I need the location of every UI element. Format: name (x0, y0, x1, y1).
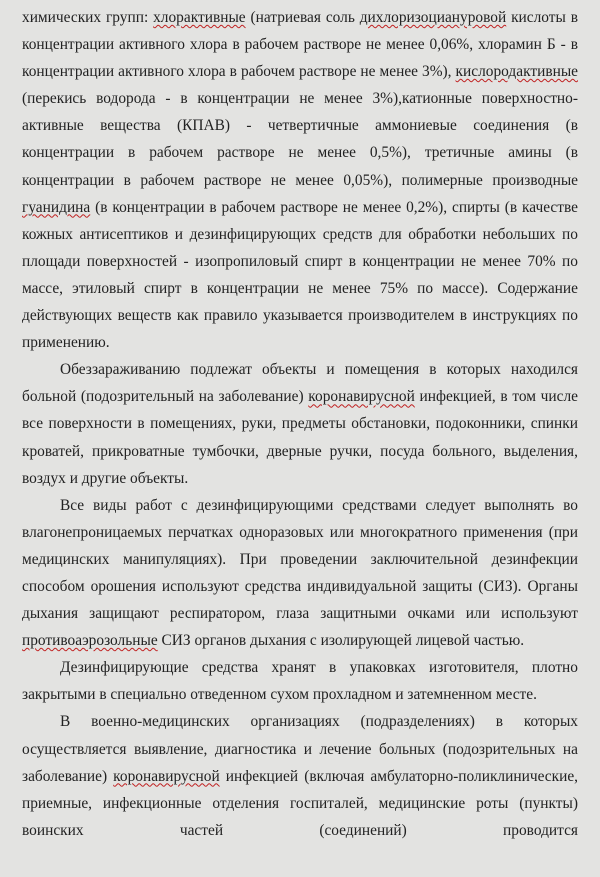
text-run: (перекись водорода - в концентрации не менее 3%),катионные поверхностно-активные вещества (КПАВ) - четвертичные аммониевые соединения (в концентрации в рабочем растворе не менее 0,5%), третичные амины (в концентрации в рабочем растворе не менее 0,05%), полимерные производные (22, 90, 578, 189)
paragraph-military-medical (22, 708, 578, 843)
text-run: Все виды работ с дезинфицирующими средствами следует выполнять во влагонепроницаемых перчатках одноразовых или многократного применения (при медицинских манипуляциях). При проведении заключительной дезинфекции способом орошения используют средства индивидуальной защиты (СИЗ). Органы дыхания защищают респиратором, глаза защитными очками или используют (22, 496, 578, 623)
text-run: (в концентрации в рабочем растворе не менее 0,2%), спирты (в качестве кожных антисептиков и дезинфицирующих средств для обработки небольших по площади поверхностей - изопропиловый спирт в концентрации не менее 70% по массе, этиловый спирт в концентрации не менее 75% по массе). Содержание действующих веществ как правило указывается производителем в инструкциях по применению. (22, 198, 578, 352)
spellcheck-word: коронавирусной (113, 767, 220, 785)
paragraph-storage (22, 654, 578, 708)
spellcheck-word: хлорактивные (153, 9, 246, 26)
spellcheck-word: противоаэрозольные (22, 632, 158, 650)
text-run: Дезинфицирующие средства хранят в упаковках изготовителя, плотно закрытыми в специально отведенном сухом прохладном и затемненном месте. (22, 659, 578, 704)
spellcheck-word: коронавирусной (308, 388, 415, 406)
paragraph-disinfectant-groups (22, 4, 578, 356)
paragraph-protective-equipment (22, 492, 578, 655)
text-run: инфекцией (включая амбулаторно-поликлинические, приемные, инфекционные отделения госпиталей, медицинские роты (пункты) воинских частей (соединений) проводится (22, 767, 579, 839)
text-run: инфекцией, в том числе все поверхности в помещениях, руки, предметы обстановки, подоконники, спинки кроватей, прикроватные тумбочки, дверные ручки, посуда больного, выделения, воздух и другие объекты. (22, 388, 578, 487)
spellcheck-word: дихлоризоциануровой (359, 9, 507, 26)
text-run: кислоты в концентрации активного хлора в рабочем растворе не менее 0,06%, хлорамин Б - в концентрации активного хлора в рабочем растворе не менее 3%), (22, 9, 578, 81)
text-run: химических групп: (22, 9, 154, 26)
spellcheck-word: гуанидина (22, 198, 91, 216)
text-run: Обеззараживанию подлежат объекты и помещения в которых находился больной (подозрительный на заболевание) (22, 361, 578, 406)
text-run: (натриевая соль (245, 9, 360, 26)
text-run: В военно-медицинских организациях (подразделениях) в которых осуществляется выявление, диагностика и лечение больных (подозрительных на заболевание) (22, 713, 578, 785)
spellcheck-word: кислородактивные (455, 63, 578, 81)
paragraph-disinfection-objects (22, 356, 578, 491)
text-run: СИЗ органов дыхания с изолирующей лицевой частью. (157, 632, 525, 650)
